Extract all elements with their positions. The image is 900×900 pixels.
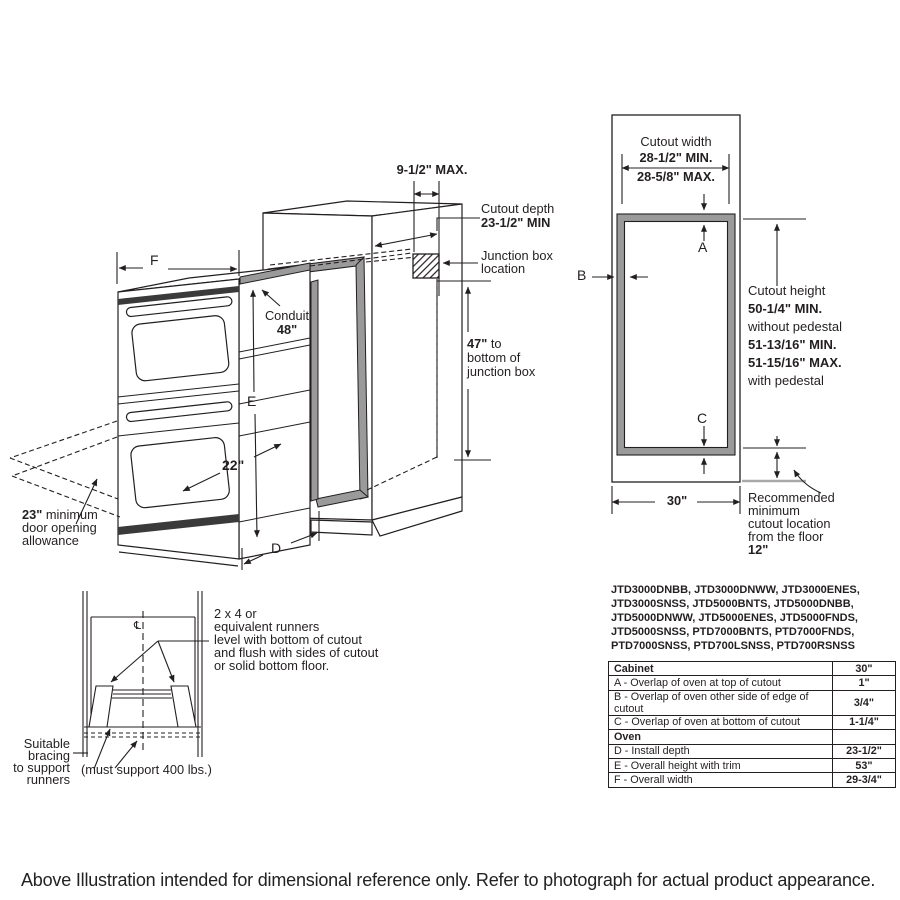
table-row xyxy=(609,662,896,676)
model-list-line-5: PTD7000SNSS, PTD700LSNSS, PTD700RSNSS xyxy=(611,640,855,652)
cutout-height-title: Cutout height xyxy=(748,283,826,298)
cutout-height-note-2: with pedestal xyxy=(748,373,824,388)
cutout-height-min: 50-1/4" MIN. xyxy=(748,301,823,316)
cutout-width-title: Cutout width xyxy=(640,134,712,149)
table-row xyxy=(609,690,896,715)
support-note: (must support 400 lbs.) xyxy=(81,762,212,777)
row-value: 23-1/2" xyxy=(833,744,896,758)
model-list-line-2: JTD3000SNSS, JTD5000BNTS, JTD5000DNBB, xyxy=(611,598,854,610)
floor-note-value: 12" xyxy=(748,542,769,557)
door-allowance-3: allowance xyxy=(22,533,79,548)
centerline-icon: ℄ xyxy=(134,620,142,632)
cutout-height-note-1: without pedestal xyxy=(748,319,842,334)
dim-912-max: 9-1/2" MAX. xyxy=(396,162,468,177)
table-row xyxy=(609,730,896,744)
dim-30: 30" xyxy=(658,494,696,508)
row-label: D - Install depth xyxy=(609,744,833,758)
row-value xyxy=(833,730,896,744)
table-row xyxy=(609,744,896,758)
row-value: 29-3/4" xyxy=(833,773,896,787)
junction-height-label-3: junction box xyxy=(467,364,536,379)
runners-note-4: and flush with sides of cutout xyxy=(214,645,379,660)
runners-diagram-lines xyxy=(73,591,209,769)
model-list-line-3: JTD5000DNWW, JTD5000ENES, JTD5000FNDS, xyxy=(611,612,858,624)
dim-label-b: B xyxy=(577,267,587,283)
cutout-depth-value: 23-1/2" MIN xyxy=(481,215,551,230)
conduit-length: 48" xyxy=(276,322,298,337)
dim-label-a: A xyxy=(698,239,708,255)
cutout-width-max: 28-5/8" MAX. xyxy=(637,169,715,184)
bracing-label-4: runners xyxy=(26,772,70,787)
table-row xyxy=(609,676,896,690)
junction-box-label-1: Junction box xyxy=(481,248,553,263)
junction-box-label-2: location xyxy=(481,261,526,276)
dim-22: 22" xyxy=(222,457,245,473)
row-value: 30" xyxy=(833,662,896,676)
reference-caption: Above Illustration intended for dimensional reference only. Refer to photograph for actual product appearance. xyxy=(21,870,876,890)
model-list-line-1: JTD3000DNBB, JTD3000DNWW, JTD3000ENES, xyxy=(611,584,860,596)
cutout-height-max-pedestal: 51-15/16" MAX. xyxy=(748,355,842,370)
junction-height-label-1 xyxy=(467,337,502,351)
table-row xyxy=(609,715,896,729)
table-row xyxy=(609,758,896,772)
row-label: F - Overall width xyxy=(609,773,833,787)
junction-height-value: 47" xyxy=(467,336,488,351)
model-list-line-4: JTD5000SNSS, PTD7000BNTS, PTD7000FNDS, xyxy=(611,626,855,638)
row-label: B - Overlap of oven other side of edge of cutout xyxy=(609,690,833,715)
row-value: 53" xyxy=(833,758,896,772)
dim-label-d: D xyxy=(271,540,282,556)
floor-note-3: cutout location xyxy=(748,516,831,531)
door-allowance-min: minimum xyxy=(42,507,98,522)
dim-label-e: E xyxy=(247,393,257,409)
row-value: 3/4" xyxy=(833,690,896,715)
bracing-label-2: bracing xyxy=(28,748,70,763)
runners-note-2: equivalent runners xyxy=(214,619,320,634)
row-value: 1-1/4" xyxy=(833,715,896,729)
bracing-label-1: Suitable xyxy=(23,736,70,751)
conduit-label: Conduit xyxy=(264,308,310,323)
runners-note-5: or solid bottom floor. xyxy=(214,658,330,673)
row-value: 1" xyxy=(833,676,896,690)
cutout-height-min-pedestal: 51-13/16" MIN. xyxy=(748,337,837,352)
junction-box xyxy=(413,254,439,278)
row-label: Cabinet xyxy=(609,662,833,676)
door-swing-dashed xyxy=(10,421,120,517)
cutout-depth-label: Cutout depth xyxy=(481,201,555,216)
runners-note-3: level with bottom of cutout xyxy=(214,632,362,647)
floor-note-1: Recommended xyxy=(748,490,835,505)
dim-label-c: C xyxy=(697,410,708,426)
floor-note-2: minimum xyxy=(748,503,800,518)
row-label: Oven xyxy=(609,730,833,744)
junction-height-label-2: bottom of xyxy=(467,350,521,365)
table-row xyxy=(609,773,896,787)
spec-table xyxy=(608,661,896,788)
cutout-width-min: 28-1/2" MIN. xyxy=(639,150,713,165)
door-allowance-2: door opening xyxy=(22,520,97,535)
junction-height-to: to xyxy=(487,336,502,351)
door-allowance-value: 23" xyxy=(22,507,43,522)
row-label: C - Overlap of oven at bottom of cutout xyxy=(609,715,833,729)
row-label: A - Overlap of oven at top of cutout xyxy=(609,676,833,690)
row-label: E - Overall height with trim xyxy=(609,758,833,772)
bracing-label-3: to support xyxy=(13,760,70,775)
floor-note-4: from the floor xyxy=(748,529,824,544)
dim-label-f: F xyxy=(150,252,159,268)
runners-note-1: 2 x 4 or xyxy=(214,606,257,621)
